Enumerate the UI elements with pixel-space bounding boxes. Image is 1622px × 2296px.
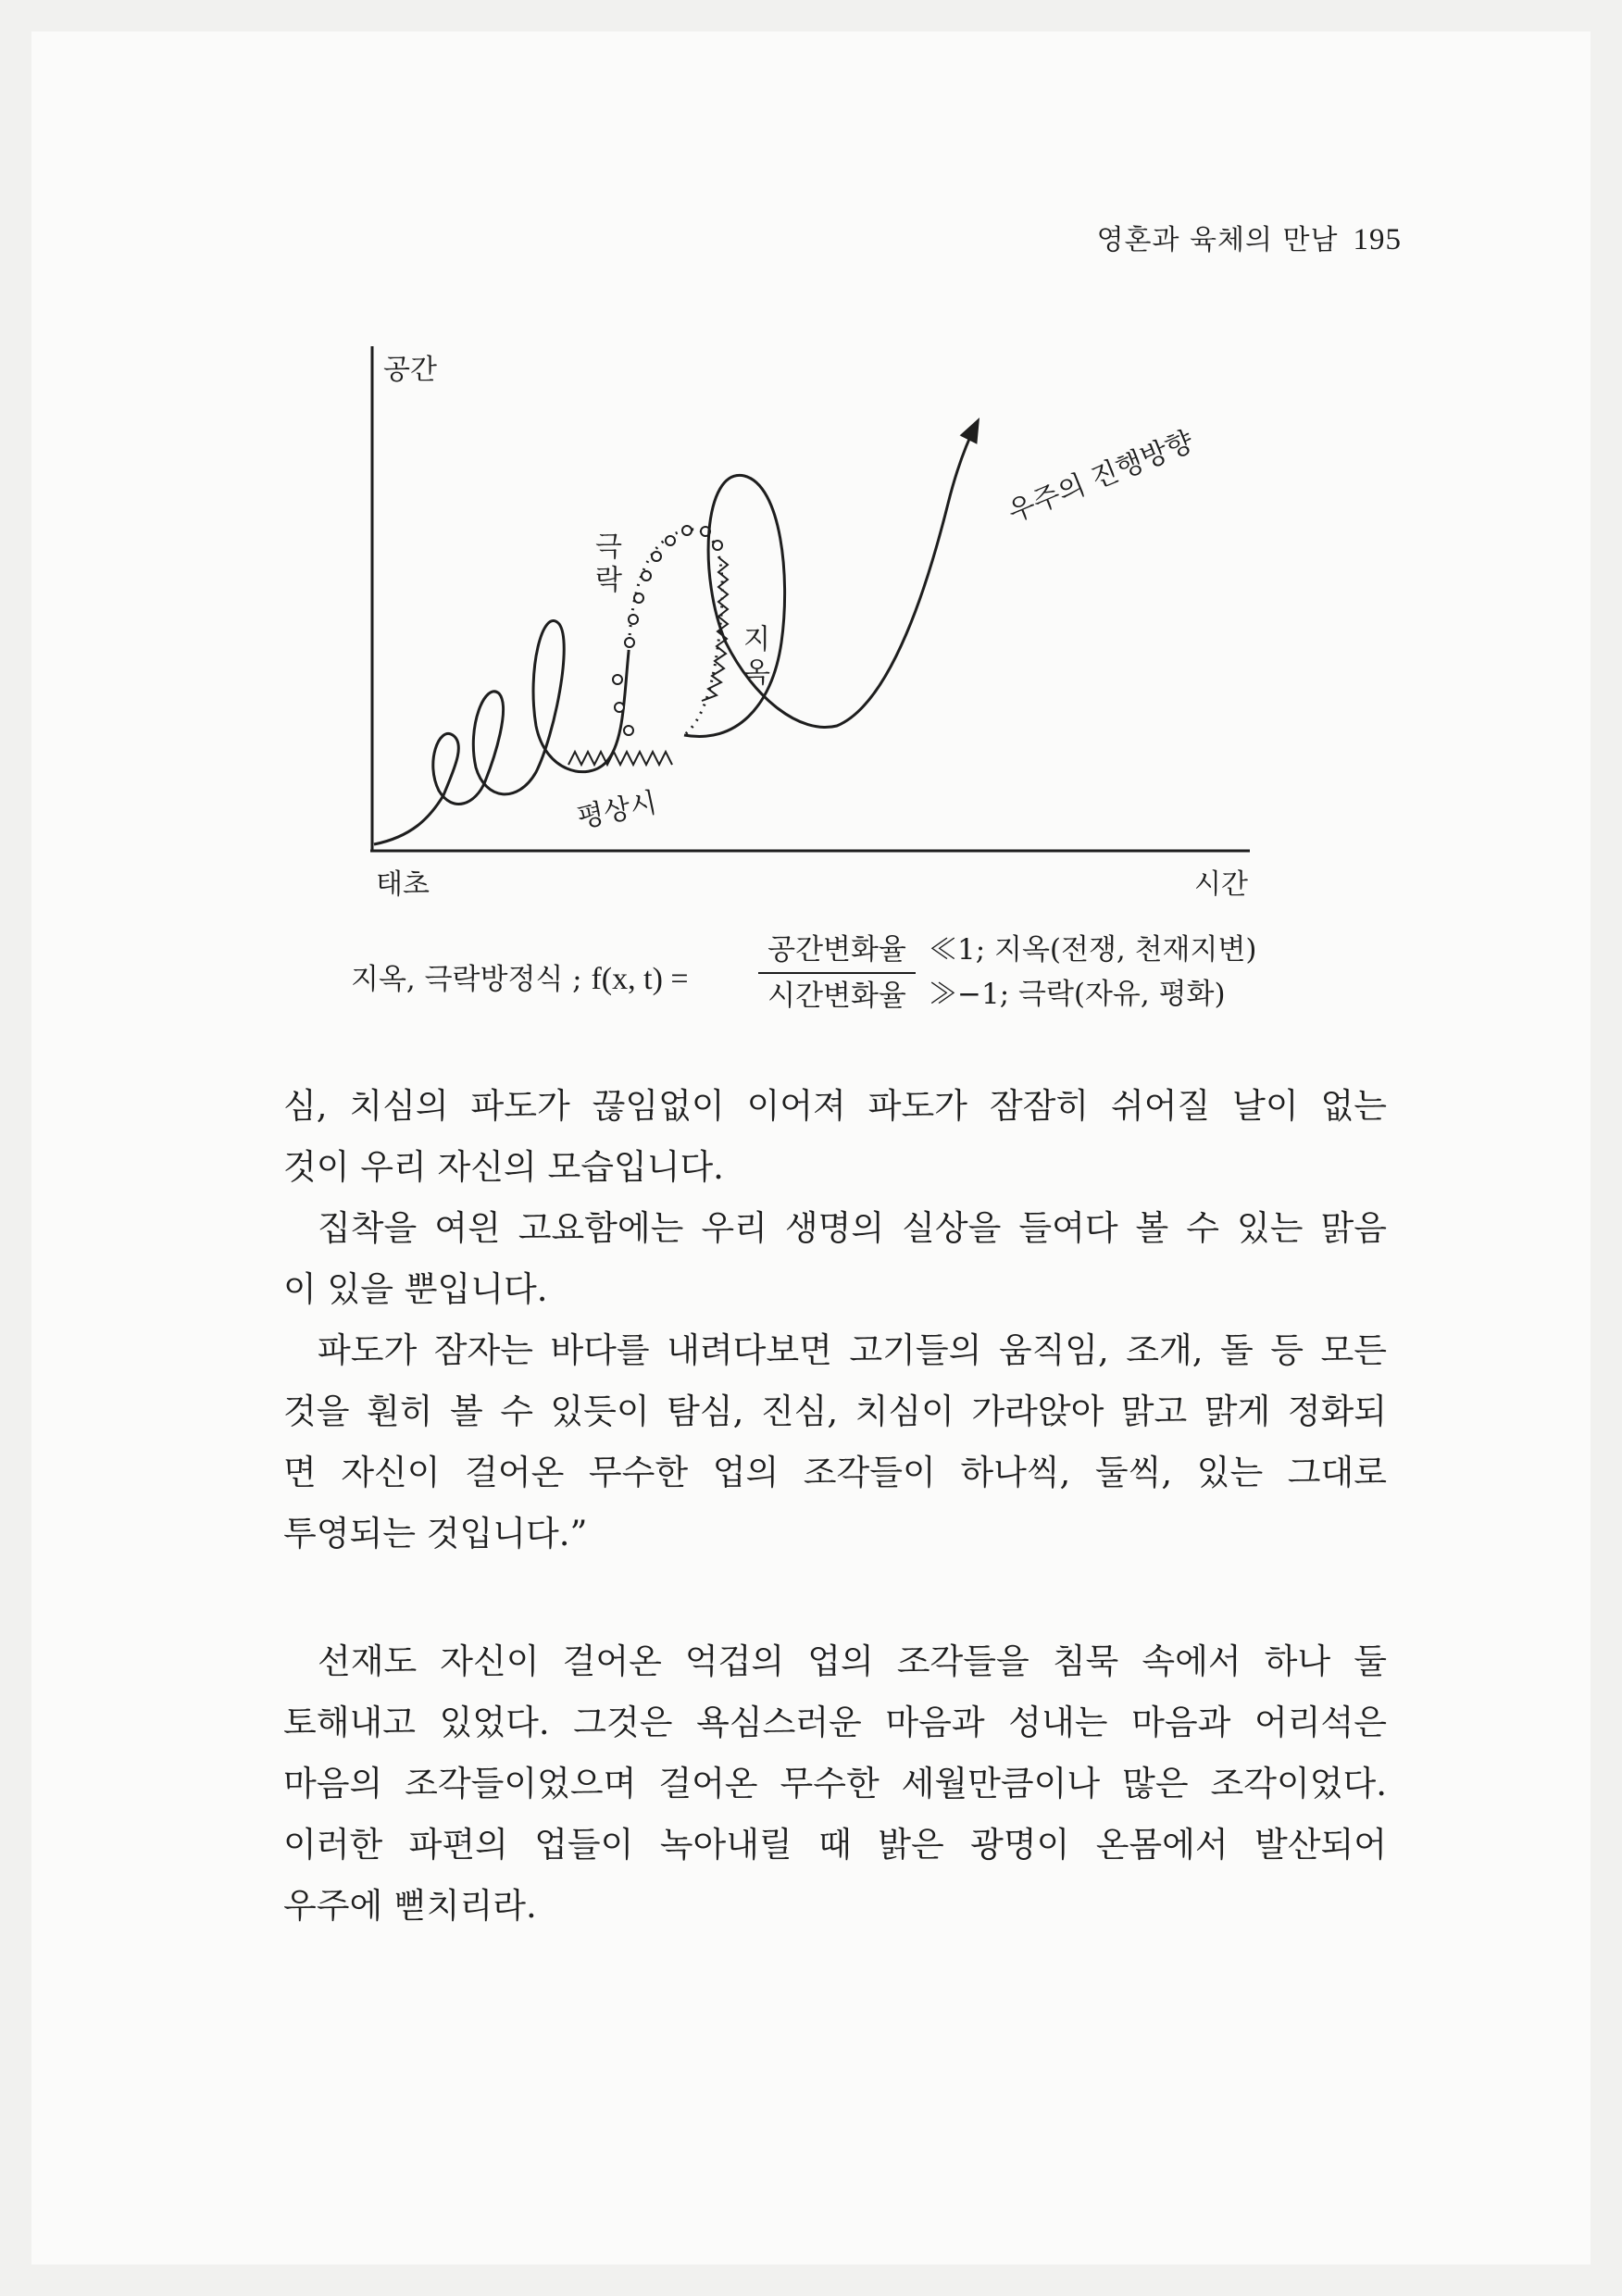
equation-condition-hell: ≪1; 지옥(전쟁, 천재지변) bbox=[929, 933, 1257, 967]
hell-zigzag bbox=[702, 557, 728, 701]
paragraph-4-line-2: 토해내고 있었다. 그것은 욕심스러운 마음과 성내는 마음과 어리석은 bbox=[283, 1703, 1387, 1742]
heaven-beads bbox=[613, 526, 722, 735]
paragraph-2-line-2: 이 있을 뿐입니다. bbox=[283, 1269, 548, 1309]
paragraph-4-line-3: 마음의 조각들이었으며 걸어온 무수한 세월만큼이나 많은 조각이었다. bbox=[283, 1764, 1387, 1803]
equation-fraction bbox=[758, 930, 916, 1017]
running-header bbox=[1031, 217, 1402, 257]
equation-denominator: 시간변화율 bbox=[767, 980, 906, 1013]
page-sheet bbox=[31, 31, 1591, 2265]
heaven-label: 극락 bbox=[589, 531, 622, 598]
paragraph-3-line-4: 투영되는 것입니다.” bbox=[283, 1514, 588, 1554]
paragraph-3-line-1: 파도가 잠자는 바다를 내려다보면 고기들의 움직임, 조개, 돌 등 모든 bbox=[318, 1330, 1387, 1370]
direction-label: 우주의 진행방향 bbox=[1003, 425, 1198, 530]
ordinary-label: 평상시 bbox=[574, 786, 660, 835]
equation-lhs-label: 지옥, 극락방정식 ; bbox=[351, 963, 592, 996]
y-axis-label: 공간 bbox=[383, 354, 437, 386]
spiral-diagram bbox=[337, 337, 1318, 911]
paragraph-1-line-2: 것이 우리 자신의 모습입니다. bbox=[283, 1147, 724, 1187]
paragraph-2-line-1: 집착을 여읜 고요함에는 우리 생명의 실상을 들여다 볼 수 있는 맑음 bbox=[318, 1208, 1387, 1248]
equation-numerator: 공간변화율 bbox=[767, 933, 906, 967]
ordinary-teeth bbox=[568, 752, 672, 765]
paragraph-3-line-2: 것을 훤히 볼 수 있듯이 탐심, 진심, 치심이 가라앉아 맑고 맑게 정화되 bbox=[283, 1391, 1387, 1431]
origin-label: 태초 bbox=[376, 868, 430, 901]
equation-condition-heaven: ≫−1; 극락(자유, 평화) bbox=[929, 978, 1226, 1011]
x-axis-label: 시간 bbox=[1194, 868, 1248, 901]
paragraph-4-line-4: 이러한 파편의 업들이 녹아내릴 때 밝은 광명이 온몸에서 발산되어 bbox=[283, 1825, 1387, 1865]
paragraph-3-line-3: 면 자신이 걸어온 무수한 업의 조각들이 하나씩, 둘씩, 있는 그대로 bbox=[283, 1453, 1387, 1492]
equation-function: f(x, t) = bbox=[591, 962, 689, 996]
equation bbox=[351, 930, 1369, 1022]
header-title: 영혼과 육체의 만남 bbox=[1096, 224, 1339, 256]
progression-arrow bbox=[684, 425, 976, 737]
paragraph-4-line-1: 선재도 자신이 걸어온 억겁의 업의 조각들을 침묵 속에서 하나 둘 bbox=[318, 1641, 1387, 1681]
equation-lhs bbox=[351, 955, 689, 997]
hell-label: 지옥 bbox=[737, 624, 770, 691]
page-number: 195 bbox=[1353, 223, 1402, 256]
fraction-bar bbox=[758, 972, 916, 974]
body-text bbox=[283, 1076, 1387, 1937]
paragraph-1-line-1: 심, 치심의 파도가 끊임없이 이어져 파도가 잠잠히 쉬어질 날이 없는 bbox=[283, 1086, 1387, 1126]
paragraph-4-line-5: 우주에 뻗치리라. bbox=[283, 1886, 537, 1926]
